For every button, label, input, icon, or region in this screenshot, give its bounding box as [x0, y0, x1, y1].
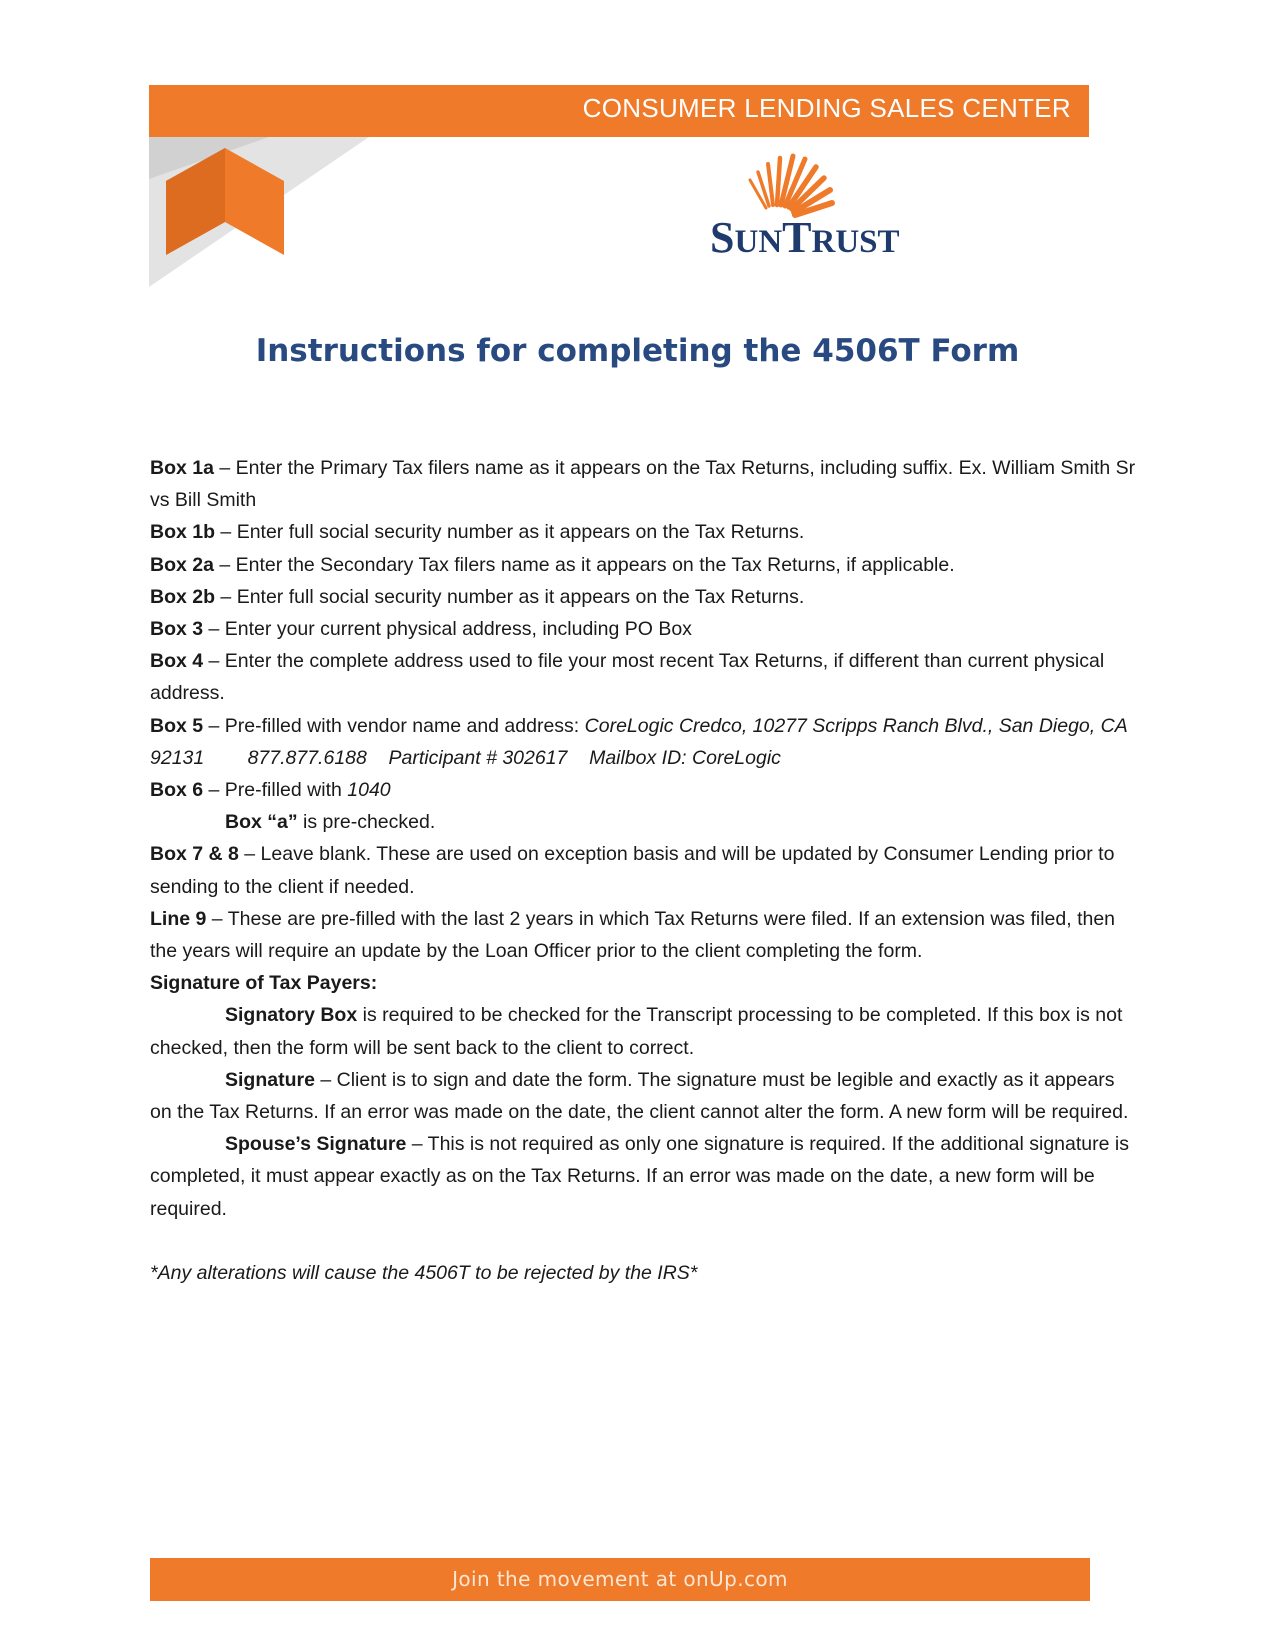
instruction-box-1b [150, 516, 1140, 548]
instruction-label: Box 4 [150, 650, 204, 673]
instruction-label: Signature of Tax Payers: [150, 972, 378, 995]
instruction-label: Box 6 [150, 779, 204, 802]
page-title: Instructions for completing the 4506T Form [255, 333, 1020, 369]
instruction-signatory-box [150, 999, 1140, 1063]
suntrust-logo [706, 150, 900, 262]
instruction-text: is required to be checked for the Transcript processing to be completed. If this box is not checked, then the form will be sent back to the client to correct. [150, 1004, 1123, 1059]
logo-letters-rust: RUST [811, 224, 900, 260]
instruction-label: Box “a” [225, 811, 298, 834]
instruction-text: – Pre-filled with [203, 779, 348, 802]
banner-decoration [149, 137, 379, 287]
instruction-text: – Pre-filled with vendor name and address: [203, 714, 585, 737]
instruction-label: Line 9 [150, 907, 207, 930]
instruction-label: Box 2b [150, 585, 216, 608]
instruction-box-2b [150, 581, 1140, 613]
logo-letters-un: UN [734, 224, 783, 260]
instruction-label: Box 5 [150, 714, 204, 737]
instruction-text: – Enter full social security number as it appears on the Tax Returns. [215, 585, 805, 608]
alterations-note: *Any alterations will cause the 4506T to be rejected by the IRS* [150, 1261, 698, 1284]
instruction-label: Spouse’s Signature [225, 1133, 407, 1156]
instruction-text: – This is not required as only one signature is required. If the additional signature is completed, it must appear exactly as on the Tax Returns. If an error was made on the date, a new form will be required. [150, 1133, 1129, 1220]
logo-letter-t: T [782, 213, 812, 262]
instruction-text: is pre-checked. [297, 811, 436, 834]
instruction-line-9 [150, 903, 1140, 967]
instruction-label: Box 7 & 8 [150, 843, 239, 866]
instruction-spouse-signature [150, 1128, 1140, 1225]
instruction-label: Signatory Box [225, 1004, 358, 1027]
instructions-body [150, 452, 1140, 1289]
header-bar [149, 85, 1089, 137]
footer-bar [150, 1558, 1090, 1601]
instruction-vendor-info: CoreLogic Credco, 10277 Scripps Ranch Blvd., San Diego, CA 92131 877.877.6188 Participant # 302617 Mailbox ID: CoreLogic [150, 714, 1133, 769]
instruction-text: – These are pre-filled with the last 2 years in which Tax Returns were filed. If an extension was filed, then the years will require an update by the Loan Officer prior to the client completing the form. [150, 907, 1116, 963]
instruction-box-5 [150, 710, 1140, 774]
sun-rays-icon [706, 150, 896, 220]
instruction-label: Box 2a [150, 553, 214, 576]
instruction-box-2a [150, 549, 1140, 581]
instruction-text: – Enter full social security number as it appears on the Tax Returns. [215, 521, 805, 544]
instruction-form-number: 1040 [347, 779, 391, 802]
header-title: CONSUMER LENDING SALES CENTER [582, 93, 1071, 123]
instruction-text: – Client is to sign and date the form. The signature must be legible and exactly as it appears on the Tax Returns. If an error was made on the date, the client cannot alter the form. A new form will be required. [150, 1068, 1129, 1124]
instruction-box-3 [150, 613, 1140, 645]
instruction-text: – Enter the complete address used to file your most recent Tax Returns, if different than current physical address. [150, 650, 1105, 705]
logo-letter-s: S [710, 213, 735, 262]
instruction-signature [150, 1064, 1140, 1128]
suntrust-wordmark [710, 212, 900, 263]
instruction-label: Box 1b [150, 521, 216, 544]
footer-text: Join the movement at onUp.com [452, 1567, 788, 1591]
instruction-label: Box 1a [150, 457, 214, 479]
instruction-box-7-8 [150, 838, 1140, 902]
instruction-box-4 [150, 645, 1140, 709]
instruction-text: – Enter your current physical address, including PO Box [203, 618, 692, 641]
signature-section-heading [150, 967, 1140, 999]
instruction-box-6 [150, 774, 1140, 806]
instruction-text: – Enter the Primary Tax filers name as it appears on the Tax Returns, including suffix. Ex. William Smith Sr vs Bill Smith [150, 457, 1136, 512]
instruction-text: – Enter the Secondary Tax filers name as it appears on the Tax Returns, if applicable. [213, 553, 955, 576]
instruction-label: Box 3 [150, 618, 204, 641]
instruction-label: Signature [225, 1068, 315, 1091]
instruction-text: – Leave blank. These are used on exception basis and will be updated by Consumer Lending prior to sending to the client if needed. [150, 843, 1115, 898]
instruction-box-a [150, 806, 1140, 838]
instruction-box-1a [150, 452, 1140, 516]
